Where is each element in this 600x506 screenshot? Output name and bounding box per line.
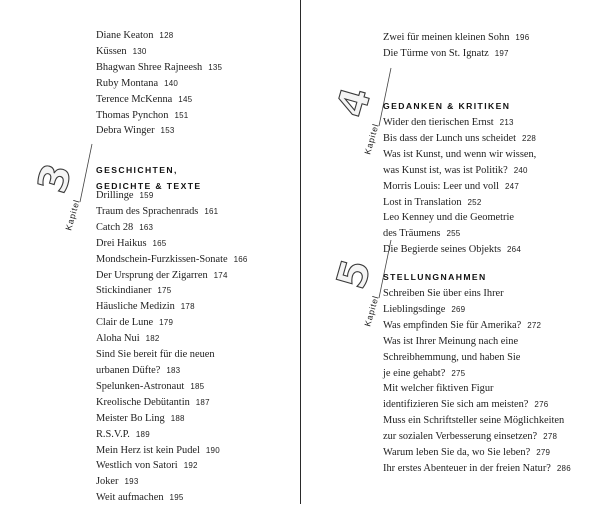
- toc-entry: [96, 204, 248, 220]
- toc-entry-title: Westlich von Satori: [96, 460, 178, 472]
- chapter-5-label: Kapitel: [362, 294, 381, 328]
- toc-entry-page-number: 272: [527, 320, 542, 330]
- toc-entry-title: Mein Herz ist kein Pudel: [96, 444, 200, 456]
- chapter-3-rule: [80, 144, 92, 202]
- toc-entry-title: Diane Keaton: [96, 30, 154, 41]
- toc-entry-page-number: 130: [132, 46, 147, 56]
- toc-entry: [96, 44, 222, 60]
- toc-entry: [383, 179, 542, 195]
- toc-entry-page-number: 192: [183, 461, 198, 471]
- toc-entry-title: urbanen Düfte?: [96, 364, 161, 376]
- toc-entry-page-number: 183: [166, 365, 181, 375]
- toc-entry-title: Morris Louis: Leer und voll: [383, 180, 500, 192]
- toc-entry: [96, 443, 248, 459]
- toc-entry-page-number: 179: [159, 318, 174, 328]
- toc-entry: [383, 30, 529, 46]
- toc-entry: [383, 302, 571, 318]
- toc-entry: [96, 252, 248, 268]
- toc-entry: [383, 334, 571, 350]
- toc-entry: [96, 379, 248, 395]
- toc-entry-page-number: 196: [515, 33, 530, 42]
- toc-entry-title: Was ist Kunst, und wenn wir wissen,: [383, 148, 537, 160]
- toc-entry-title: Weit aufmachen: [96, 492, 164, 504]
- toc-entry-page-number: 269: [451, 304, 466, 314]
- toc-list-right-top: [383, 30, 529, 62]
- toc-list-chapter-3: [96, 188, 248, 506]
- toc-entry-page-number: 255: [446, 229, 461, 239]
- toc-entry-title: Drei Haikus: [96, 237, 147, 249]
- toc-entry: [96, 92, 222, 108]
- toc-entry-page-number: 153: [160, 126, 175, 136]
- toc-entry-title: Schreibhemmung, und haben Sie: [383, 351, 521, 363]
- toc-entry: [383, 381, 571, 397]
- chapter-3-heading-line1: GESCHICHTEN,: [96, 165, 178, 175]
- toc-entry-page-number: 165: [152, 238, 167, 248]
- toc-entry-page-number: 276: [534, 400, 549, 410]
- toc-entry: [96, 427, 248, 443]
- toc-entry: [383, 461, 571, 477]
- toc-entry: [96, 60, 222, 76]
- toc-list-left-top: [96, 28, 222, 139]
- toc-entry-title: Bis dass der Lunch uns scheidet: [383, 132, 517, 144]
- toc-entry-page-number: 213: [499, 118, 514, 127]
- toc-entry-page-number: 279: [536, 448, 551, 458]
- toc-entry-page-number: 151: [174, 110, 189, 120]
- toc-entry: [96, 347, 248, 363]
- toc-entry: [383, 318, 571, 334]
- toc-entry: [96, 363, 248, 379]
- toc-entry: [96, 458, 248, 474]
- toc-entry-title: Drillinge: [96, 190, 134, 201]
- toc-entry-title: Spelunken-Astronaut: [96, 380, 185, 392]
- toc-entry-page-number: 140: [164, 78, 179, 88]
- chapter-4-label: Kapitel: [362, 122, 381, 156]
- toc-entry-page-number: 247: [505, 181, 519, 191]
- toc-entry-title: Thomas Pynchon: [96, 109, 169, 121]
- toc-entry-title: Küssen: [96, 45, 127, 57]
- toc-entry: [383, 429, 571, 445]
- toc-entry-title: Warum leben Sie da, wo Sie leben?: [383, 447, 531, 459]
- chapter-4-number: 4: [328, 82, 381, 123]
- toc-entry: [96, 188, 248, 204]
- toc-entry: [383, 366, 571, 382]
- toc-entry: [96, 220, 248, 236]
- toc-entry: [383, 131, 542, 147]
- toc-entry-title: was Kunst ist, was ist Politik?: [383, 164, 508, 176]
- toc-entry: [383, 46, 529, 62]
- toc-list-chapter-5: [383, 286, 571, 477]
- toc-entry-title: Der Ursprung der Zigarren: [96, 269, 208, 281]
- toc-entry-title: Ruby Montana: [96, 77, 159, 89]
- toc-entry: [383, 397, 571, 413]
- toc-entry-title: Mondschein-Furzkissen-Sonate: [96, 253, 228, 265]
- toc-entry: [383, 242, 542, 258]
- toc-entry-title: Meister Bo Ling: [96, 412, 165, 424]
- toc-entry-title: Lost in Translation: [383, 196, 462, 208]
- toc-entry-title: Joker: [96, 476, 119, 488]
- toc-entry: [96, 331, 248, 347]
- toc-entry: [96, 123, 222, 139]
- toc-entry-title: Leo Kenney und die Geometrie: [383, 212, 514, 224]
- toc-entry-page-number: 128: [159, 31, 174, 40]
- toc-entry-title: je eine gehabt?: [383, 367, 446, 379]
- toc-entry-title: Traum des Sprachenrads: [96, 205, 199, 217]
- toc-entry-title: Sind Sie bereit für die neuen: [96, 349, 215, 361]
- toc-entry: [96, 474, 248, 490]
- toc-entry: [383, 413, 571, 429]
- toc-entry-page-number: 163: [139, 222, 154, 232]
- toc-entry: [383, 350, 571, 366]
- toc-entry: [383, 210, 542, 226]
- chapter-3-marker: [29, 140, 96, 232]
- toc-entry-page-number: 189: [135, 429, 150, 439]
- toc-entry-page-number: 159: [139, 191, 154, 200]
- toc-entry-page-number: 228: [522, 133, 536, 143]
- toc-entry-page-number: 161: [204, 206, 219, 216]
- toc-entry-title: Stickindianer: [96, 285, 152, 297]
- chapter-4-heading: GEDANKEN & KRITIKEN: [383, 101, 511, 111]
- toc-entry-title: Was empfinden Sie für Amerika?: [383, 319, 522, 331]
- toc-entry-page-number: 188: [170, 413, 185, 423]
- toc-entry-page-number: 264: [507, 245, 521, 255]
- toc-entry-page-number: 178: [180, 302, 195, 312]
- toc-entry: [96, 411, 248, 427]
- toc-entry-title: zur sozialen Verbesserung einsetzen?: [383, 431, 538, 443]
- left-page: [0, 0, 300, 504]
- chapter-3-heading-line2: GEDICHTE & TEXTE: [96, 180, 202, 191]
- toc-entry-page-number: 193: [124, 477, 139, 487]
- toc-entry-page-number: 190: [205, 445, 220, 455]
- toc-entry-page-number: 187: [195, 397, 210, 407]
- chapter-3-badge: [29, 140, 96, 232]
- toc-entry-title: Was ist Ihrer Meinung nach eine: [383, 335, 519, 347]
- toc-entry: [96, 283, 248, 299]
- toc-entry: [383, 226, 542, 242]
- toc-entry-page-number: 240: [513, 165, 528, 175]
- toc-entry-page-number: 135: [208, 62, 223, 72]
- toc-entry: [96, 236, 248, 252]
- toc-entry-title: Mit welcher fiktiven Figur: [383, 383, 494, 395]
- toc-entry-title: Clair de Lune: [96, 317, 154, 329]
- toc-entry-title: Catch 28: [96, 221, 134, 233]
- toc-entry: [96, 28, 222, 44]
- toc-entry-title: Schreiben Sie über eins Ihrer: [383, 288, 504, 299]
- toc-entry-title: identifizieren Sie sich am meisten?: [383, 399, 529, 411]
- toc-entry: [96, 268, 248, 284]
- toc-list-chapter-4: [383, 115, 542, 258]
- toc-entry-page-number: 175: [157, 286, 172, 296]
- toc-entry: [96, 315, 248, 331]
- toc-entry-title: Ihr erstes Abenteuer in der freien Natur?: [383, 462, 551, 474]
- toc-entry-title: Muss ein Schriftsteller seine Möglichkeiten: [383, 415, 565, 427]
- toc-entry-page-number: 174: [213, 270, 228, 280]
- toc-entry-page-number: 252: [467, 197, 482, 207]
- chapter-5-heading: STELLUNGNAHMEN: [383, 272, 487, 282]
- toc-entry-page-number: 166: [233, 254, 248, 264]
- toc-entry: [383, 115, 542, 131]
- toc-entry-page-number: 195: [169, 493, 184, 503]
- right-page: [301, 0, 600, 504]
- toc-entry-title: Terence McKenna: [96, 93, 173, 105]
- toc-entry-title: Zwei für meinen kleinen Sohn: [383, 32, 510, 43]
- chapter-3-label: Kapitel: [63, 198, 82, 232]
- toc-entry: [383, 286, 571, 302]
- toc-entry-page-number: 275: [451, 368, 466, 378]
- toc-entry: [96, 108, 222, 124]
- toc-entry: [96, 76, 222, 92]
- toc-entry-title: Lieblingsdinge: [383, 303, 446, 315]
- toc-entry-title: Wider den tierischen Ernst: [383, 117, 494, 128]
- toc-entry-title: des Träumens: [383, 228, 441, 240]
- toc-entry-title: Aloha Nui: [96, 333, 140, 345]
- chapter-3-number: 3: [29, 158, 82, 199]
- toc-entry-title: Bhagwan Shree Rajneesh: [96, 61, 203, 73]
- chapter-5-number: 5: [328, 254, 381, 295]
- toc-entry: [383, 445, 571, 461]
- toc-entry: [383, 195, 542, 211]
- toc-entry-page-number: 185: [190, 381, 205, 391]
- toc-entry-page-number: 278: [543, 432, 558, 442]
- toc-entry: [96, 299, 248, 315]
- toc-entry-page-number: 145: [178, 94, 193, 104]
- toc-entry-page-number: 286: [556, 463, 571, 473]
- toc-entry: [96, 395, 248, 411]
- toc-entry-page-number: 182: [145, 334, 160, 344]
- toc-entry: [383, 147, 542, 163]
- toc-entry-title: Debra Winger: [96, 125, 155, 137]
- toc-entry: [383, 163, 542, 179]
- toc-entry-title: R.S.V.P.: [96, 428, 130, 440]
- toc-entry-title: Die Begierde seines Objekts: [383, 244, 502, 256]
- toc-entry-title: Kreolische Debütantin: [96, 396, 190, 408]
- toc-entry-title: Die Türme von St. Ignatz: [383, 47, 489, 59]
- toc-entry-page-number: 197: [494, 48, 509, 58]
- toc-entry-title: Häusliche Medizin: [96, 301, 175, 313]
